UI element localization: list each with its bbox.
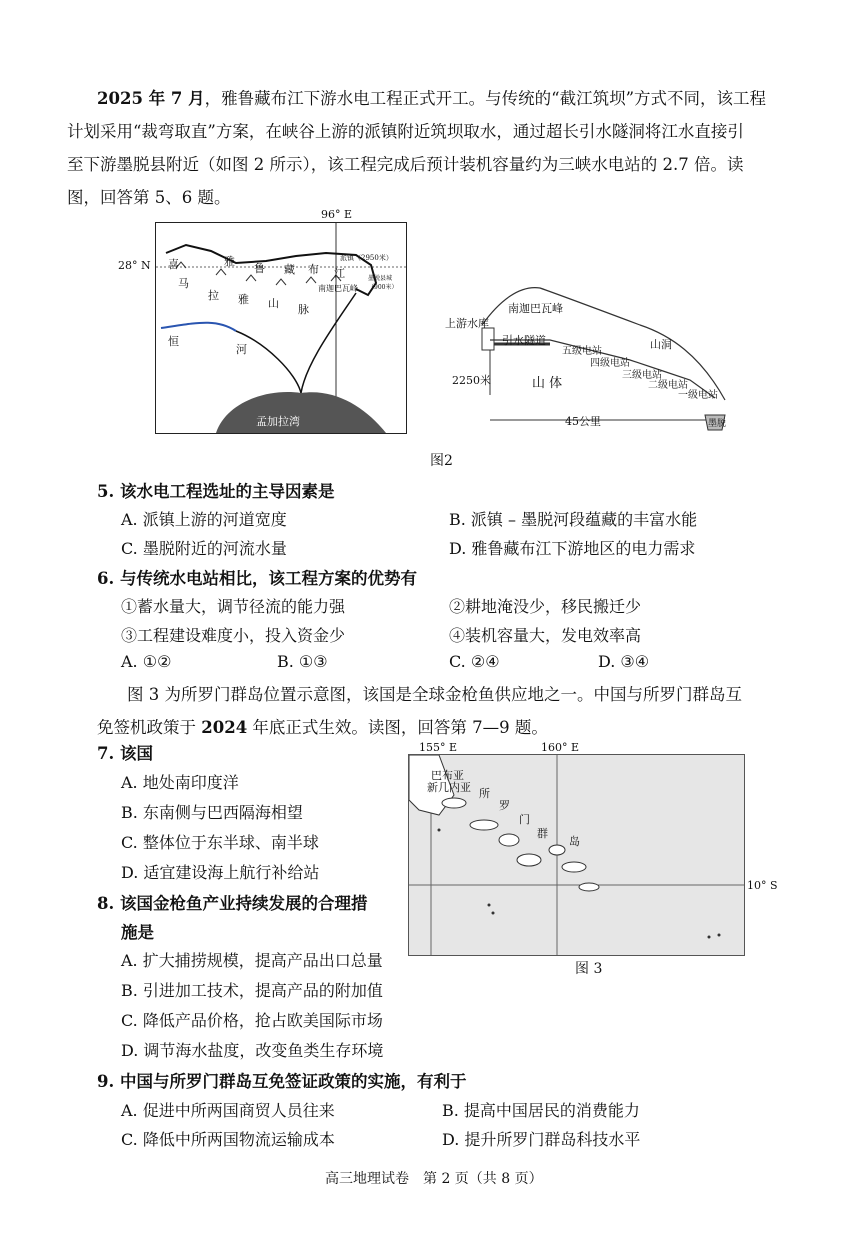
q9-option-c[interactable]: C. 降低中所两国物流运输成本 [121,1130,335,1149]
map-himalaya-3: 拉 [208,289,219,302]
map-lon-label: 96° E [321,208,353,221]
q6-statement-2: ②耕地淹没少，移民搬迁少 [449,597,642,616]
q9-option-b[interactable]: B. 提高中国居民的消费能力 [442,1101,640,1120]
map-lat-label: 28° N [118,259,151,272]
page-footer: 高三地理试卷 第 2 页（共 8 页） [325,1171,543,1187]
q7-option-b[interactable]: B. 东南侧与巴西隔海相望 [121,803,303,822]
q5-option-c[interactable]: C. 墨脱附近的河流水量 [121,539,287,558]
map-ganges-2: 河 [236,343,247,356]
figure2-profile [440,270,740,440]
figure2-caption: 图2 [430,453,453,469]
fig3-png-2: 新几内亚 [427,781,471,794]
q6-statement-4: ④装机容量大，发电效率高 [449,626,642,645]
q6-statement-1: ①蓄水量大，调节径流的能力强 [121,597,346,616]
map-paizhen-label: 派镇（2950米） [340,254,393,262]
profile-cave: 山洞 [650,338,672,351]
q9-option-a[interactable]: A. 促进中所两国商贸人员往来 [121,1101,335,1120]
profile-tunnel: 引水隧道 [502,334,546,347]
q7-option-c[interactable]: C. 整体位于东半球、南半球 [121,833,319,852]
q9-option-d[interactable]: D. 提升所罗门群岛科技水平 [442,1130,641,1149]
q7-stem: 7. 该国 [97,744,153,763]
fig3-lon2: 160° E [541,741,580,754]
profile-reservoir: 上游水库 [445,317,489,330]
q6-option-c[interactable]: C. ②④ [449,652,500,671]
q6-statement-3: ③工程建设难度小，投入资金少 [121,626,346,645]
q7-option-a[interactable]: A. 地处南印度洋 [121,773,239,792]
q8-option-a[interactable]: A. 扩大捕捞规模，提高产品出口总量 [121,951,383,970]
profile-st3: 三级电站 [622,370,662,381]
q8-option-b[interactable]: B. 引进加工技术，提高产品的附加值 [121,981,383,1000]
intro2-paragraph [97,678,787,744]
map-river-3: 藏 [284,263,295,276]
map-himalaya-4: 雅 [238,293,249,306]
fig3-png-1: 巴布亚 [431,769,464,782]
map-river-4: 布 [308,263,319,276]
map-ganges-1: 恒 [168,335,179,348]
intro-paragraph [67,82,787,214]
profile-height: 2250米 [452,374,491,387]
fig3-lon1: 155° E [419,741,458,754]
q8-option-c[interactable]: C. 降低产品价格，抢占欧美国际市场 [121,1011,383,1030]
map-river-2: 鲁 [254,262,265,275]
intro-line1: ，雅鲁藏布江下游水电工程正式开工。与传统的“截江筑坝”方式不同，该工程 [204,89,767,108]
fig3-solomon-1: 所 [479,787,490,800]
map-himalaya-2: 马 [178,277,189,290]
q6-stem: 6. 与传统水电站相比，该工程方案的优势有 [97,569,417,588]
q5-stem: 5. 该水电工程选址的主导因素是 [97,482,335,501]
q5-option-d[interactable]: D. 雅鲁藏布江下游地区的电力需求 [449,539,696,558]
q5-option-b[interactable]: B. 派镇 – 墨脱河段蕴藏的丰富水能 [449,510,698,529]
map-himalaya-6: 脉 [298,303,309,316]
intro2-line1: 图 3 为所罗门群岛位置示意图，该国是全球金枪鱼供应地之一。中国与所罗门群岛互 [127,685,742,704]
fig3-solomon-2: 罗 [499,799,510,812]
profile-st1: 一级电站 [678,390,718,401]
fig3-lat: 10° S [747,879,778,892]
profile-body: 山 体 [532,376,563,391]
intro-line3: 至下游墨脱县附近（如图 2 所示），该工程完成后预计装机容量约为三峡水电站的 2.7 倍。读 [67,155,744,174]
map-namcha-label: 南迦巴瓦峰 [318,284,358,293]
profile-st5: 五级电站 [562,346,602,357]
q9-stem: 9. 中国与所罗门群岛互免签证政策的实施，有利于 [97,1072,467,1091]
intro-line2: 计划采用“裁弯取直”方案，在峡谷上游的派镇附近筑坝取水，通过超长引水隧洞将江水直接引 [67,122,744,141]
map-himalaya-1: 喜 [168,258,179,271]
map-bay-label: 孟加拉湾 [256,415,300,428]
map-himalaya-5: 山 [268,297,279,310]
figure3-caption: 图 3 [575,961,603,977]
map-river-1: 雅 [224,255,235,268]
q8-stem-line2: 施是 [121,923,154,942]
fig3-solomon-3: 门 [519,813,530,826]
intro2-line2a: 免签机政策于 [97,718,202,737]
profile-st2: 二级电站 [648,380,688,391]
figure2-map [118,208,407,434]
intro-date: 2025 年 7 月 [97,89,205,108]
q6-option-b[interactable]: B. ①③ [277,652,328,671]
intro2-year: 2024 [201,718,248,737]
profile-st4: 四级电站 [590,358,630,369]
intro2-line2b: 年底正式生效。读图，回答第 7—9 题。 [247,718,548,737]
figure3-map [408,741,778,956]
q5-option-a[interactable]: A. 派镇上游的河道宽度 [121,510,287,529]
map-river-5: 江 [334,267,345,280]
q8-option-d[interactable]: D. 调节海水盐度，改变鱼类生存环境 [121,1041,384,1060]
profile-distance: 45公里 [565,415,601,428]
fig3-solomon-5: 岛 [569,835,580,848]
fig3-solomon-4: 群 [537,827,548,840]
intro-line4: 图，回答第 5、6 题。 [67,188,231,207]
q6-option-d[interactable]: D. ③④ [598,652,650,671]
q7-option-d[interactable]: D. 适宜建设海上航行补给站 [121,863,320,882]
q8-stem-line1: 8. 该国金枪鱼产业持续发展的合理措 [97,894,368,913]
map-medog-label: 墨脱县城（900米） [368,275,398,291]
profile-outlet: 墨脱 [708,419,727,429]
q6-option-a[interactable]: A. ①② [121,652,172,671]
profile-peak: 南迦巴瓦峰 [508,302,563,315]
